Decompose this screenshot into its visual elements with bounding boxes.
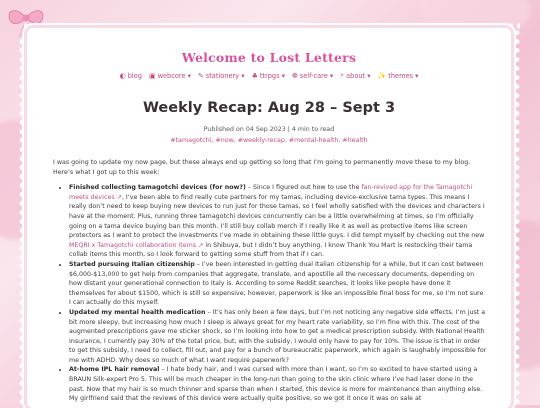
cards-icon: ♣ <box>251 71 258 80</box>
sparkle-icon: ✨ <box>377 71 387 80</box>
magnifier-icon: ⌕ <box>340 71 345 79</box>
floppy-icon: ▣ <box>148 71 156 80</box>
blog-card <box>27 28 511 408</box>
recap-list <box>53 183 487 404</box>
item-heading: At-home IPL hair removal <box>69 366 160 374</box>
post-meta: Published on 04 Sep 2023 | 4 min to read <box>203 126 335 133</box>
nav-item-stationery[interactable]: ✎ stationery ▾ <box>197 71 245 80</box>
lace-border-right <box>512 28 522 405</box>
list-item: • Updated my mental health medication – It’s has only been a few days, but I’m not noticing any negative side effects. I’m just a bit more sleepy, but increasing how much I sleep is always great for my heart rate variability, so I’m fine with this. The cost of the augmented prescriptions gave me sticker shock, so I’m looking into how to get a medical prescription subsidy. With National Health Insurance, I currently pay 30% of the total price, but, with the subsidy, I would only have to pay for 10%. The issue is that in order to get this subsidy, I need to collect, fill out, and pay for a bunch of bureaucratic paperwork, which again is laughably impossible for me with ADHD. Why does so much of what I want require paperwork? <box>69 308 487 366</box>
nav-item-blog[interactable]: ◐ blog <box>119 71 142 80</box>
main-nav <box>27 71 511 80</box>
post-title: Weekly Recap: Aug 28 – Sept 3 <box>142 100 396 116</box>
nav-item-self-care[interactable]: ❁ self-care ▾ <box>291 71 334 80</box>
tamagotchi-app-link[interactable]: fan-revived app for the Tamagotchi meets devices ↗ <box>69 184 473 201</box>
site-title[interactable]: Welcome to Lost Letters <box>181 50 357 65</box>
nav-item-themes[interactable]: ✨ themes ▾ <box>377 71 419 80</box>
nav-item-webcore[interactable]: ▣ webcore ▾ <box>148 71 191 80</box>
item-heading: Finished collecting tamagotchi devices (for now?) <box>69 184 246 192</box>
pencil-icon: ✎ <box>197 71 204 80</box>
list-item: • At-home IPL hair removal – I hate body hair, and I was cursed with more than I want, so I’m so excited to have started using a BRAUN Silk-expert Pro 5. This will be much cheaper in the long-run than going to the skin clinic where I’ve had laser done in the past. Now that my hair is so much thinner and sparse than when I started, this device is more for maintenance than anything else. My girlfriend said that the reviews of this device were actually quite positive, so we got it once it was on sale at <box>69 365 487 403</box>
post-tags[interactable]: #tamagotchi, #now, #weekly-recap, #mental-health, #health <box>170 137 368 144</box>
nav-item-about[interactable]: ⌕ about ▾ <box>340 71 371 80</box>
item-heading: Started pursuing Italian citizenship <box>69 260 195 268</box>
meqri-collab-link[interactable]: MEQRI x Tamagotchi collaboration items ↗ <box>69 241 204 249</box>
site-header <box>27 28 511 80</box>
list-item: • Started pursuing Italian citizenship – I’ve been interested in getting dual Italian citizenship for a while, but it can cost between $6,000-$13,000 to get help from companies that aggregate, translate, and apostille all the necessary documents, depending on how distant your generational connection to Italy is. According to some Reddit searches, it looks like people have done it themselves for about $1500, which is still so expensive; however, paperwork is like an impossible final boss for me, so I’m not sure I can actually do this myself. <box>69 260 487 308</box>
post-intro: I was going to update my now page, but these always end up getting so long that I’m going to permanently move these to my blog. Here’s what I got up to this week: <box>53 159 471 176</box>
list-item: • Finished collecting tamagotchi devices (for now?) – Since I figured out how to use the fan-revived app for the Tamagotchi meets devices ↗, I’ve been able to find really cute partners for my tamas, including device-exclusive tama types. This means I really don’t need to keep buying new devices to run just for those tamas, so I feel wholly satisfied with the devices and characters I have at the moment. Plus, running three tamagotchi devices concurrently can be a little overwhelming at times, so I’m officially going on a tama device buying ban this month. I’ll still buy collab merch if I really like it as well as protective items like screen protectors as I want to protect the investments I’ve made in obtaining these little guys. I did tempt myself by checking out the new MEQRI x Tamagotchi collaboration items ↗ in Shibuya, but I didn’t buy anything. I know Thank You Mart is restocking their tama collab items this month, so I look forward to getting some stuff from that if I can. <box>69 183 487 260</box>
rss-icon: ◐ <box>119 71 126 80</box>
nav-item-ttrpgs[interactable]: ♣ ttrpgs ▾ <box>251 71 285 80</box>
brain-icon: ❁ <box>291 71 298 80</box>
item-heading: Updated my mental health medication <box>69 308 206 316</box>
lace-border-left <box>17 28 27 405</box>
